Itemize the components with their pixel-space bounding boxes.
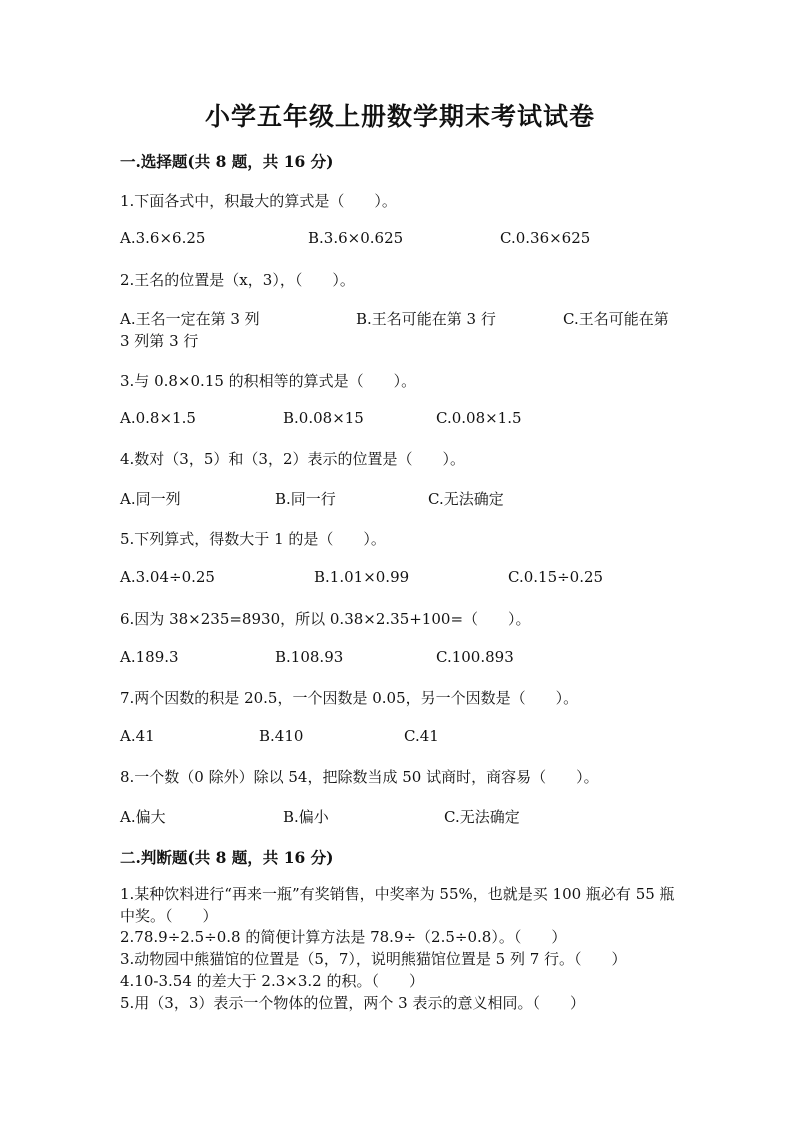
q4-option-b: B.同一行 [275, 490, 336, 508]
q2-option-c-continued: 3 列第 3 行 [120, 332, 199, 350]
q8-option-b: B.偏小 [283, 808, 329, 826]
q1-option-a: A.3.6×6.25 [120, 229, 206, 247]
q8-option-c: C.无法确定 [444, 808, 520, 826]
q7-option-a: A.41 [120, 727, 155, 745]
q6-option-a: A.189.3 [120, 648, 179, 666]
question-3: 3.与 0.8×0.15 的积相等的算式是（ ）。 [120, 372, 417, 390]
q5-option-c: C.0.15÷0.25 [508, 568, 604, 586]
q6-option-c: C.100.893 [436, 648, 514, 666]
q1-option-b: B.3.6×0.625 [308, 229, 404, 247]
question-4: 4.数对（3，5）和（3，2）表示的位置是（ ）。 [120, 450, 465, 468]
q2-option-a: A.王名一定在第 3 列 [120, 310, 260, 328]
judgement-item-4: 4.10-3.54 的差大于 2.3×3.2 的积。（ ） [120, 972, 424, 990]
question-5: 5.下列算式，得数大于 1 的是（ ）。 [120, 530, 386, 548]
section-heading-judgement: 二.判断题(共 8 题，共 16 分) [120, 848, 334, 867]
q2-option-b: B.王名可能在第 3 行 [356, 310, 496, 328]
q3-option-c: C.0.08×1.5 [436, 409, 522, 427]
q4-option-a: A.同一列 [120, 490, 181, 508]
q5-option-b: B.1.01×0.99 [314, 568, 410, 586]
question-2: 2.王名的位置是（x，3），（ ）。 [120, 271, 355, 289]
question-1: 1.下面各式中，积最大的算式是（ ）。 [120, 192, 397, 210]
page-title: 小学五年级上册数学期末考试试卷 [204, 102, 595, 131]
q3-option-a: A.0.8×1.5 [120, 409, 196, 427]
question-8: 8.一个数（0 除外）除以 54，把除数当成 50 试商时，商容易（ ）。 [120, 768, 599, 786]
question-6: 6.因为 38×235=8930，所以 0.38×2.35+100=（ ）。 [120, 610, 531, 628]
judgement-item-5: 5.用（3，3）表示一个物体的位置，两个 3 表示的意义相同。（ ） [120, 994, 585, 1012]
judgement-item-3: 3.动物园中熊猫馆的位置是（5，7），说明熊猫馆位置是 5 列 7 行。（ ） [120, 950, 627, 968]
question-7: 7.两个因数的积是 20.5，一个因数是 0.05，另一个因数是（ ）。 [120, 689, 579, 707]
q5-option-a: A.3.04÷0.25 [120, 568, 215, 586]
q8-option-a: A.偏大 [120, 808, 166, 826]
judgement-item-1: 1.某种饮料进行“再来一瓶”有奖销售，中奖率为 55%，也就是买 100 瓶必有 55 瓶中奖。（ ） [120, 885, 675, 925]
section-heading-choice: 一.选择题(共 8 题，共 16 分) [120, 152, 334, 171]
q3-option-b: B.0.08×15 [283, 409, 364, 427]
q4-option-c: C.无法确定 [428, 490, 504, 508]
q1-option-c: C.0.36×625 [500, 229, 591, 247]
judgement-item-2: 2.78.9÷2.5÷0.8 的简便计算方法是 78.9÷（2.5÷0.8）。（ ） [120, 928, 567, 946]
q7-option-c: C.41 [404, 727, 439, 745]
q2-option-c: C.王名可能在第 [563, 310, 669, 328]
q7-option-b: B.410 [259, 727, 304, 745]
q6-option-b: B.108.93 [275, 648, 344, 666]
